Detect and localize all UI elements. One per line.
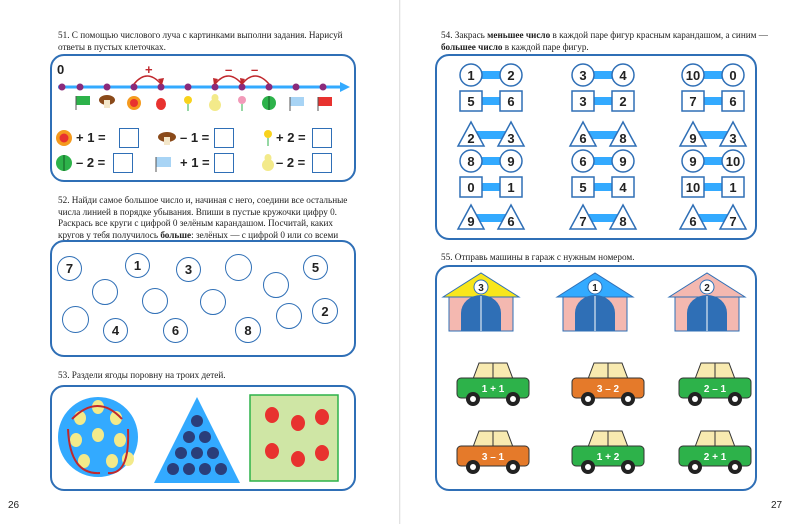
task-52-text: 52. Найди самое большое число и, начиная с него, соедини все остальные числа линией в порядке убывания. Впиши в пустые кружочки цифру 0. Раскрась все круги с цифрой 0 зелёным карандашом. Посчитай, каких кругов у тебя получилось больше: зелёных — с цифрой 0 или со всеми (58, 195, 348, 240)
equation-text: + 1 = (76, 130, 106, 145)
empty-circle[interactable] (92, 279, 118, 305)
equation-text: + 1 = (180, 155, 210, 170)
flower-pink-icon (238, 96, 246, 104)
car-icon[interactable] (679, 431, 751, 474)
number-pair[interactable] (460, 150, 522, 172)
pair-number: 2 (467, 131, 475, 146)
flower-yellow-icon (184, 96, 192, 104)
task-53-text: 53. Раздели ягоды поровну на троих детей. (58, 370, 226, 380)
pair-number: 7 (689, 94, 697, 109)
green-flag-icon (76, 96, 90, 105)
pair-number: 2 (619, 94, 627, 109)
garage-icon[interactable] (557, 273, 633, 331)
garage-number: 2 (704, 283, 710, 294)
empty-circle[interactable] (200, 289, 226, 315)
number-circle[interactable]: 6 (163, 318, 188, 343)
number-circle[interactable]: 4 (103, 318, 128, 343)
zero-label: 0 (57, 62, 65, 77)
minus-sign: – (251, 62, 259, 77)
pair-number: 9 (619, 154, 627, 169)
pair-number: 5 (467, 94, 475, 109)
car-expression: 3 – 1 (481, 452, 505, 463)
plums-triangle-icon (154, 397, 240, 483)
number-circle[interactable]: 2 (312, 298, 338, 324)
number-pair[interactable] (682, 177, 744, 197)
pair-number: 2 (507, 68, 515, 83)
pair-number: 6 (507, 94, 515, 109)
pair-number: 6 (729, 94, 737, 109)
red-flag-icon (318, 97, 332, 106)
answer-box[interactable] (312, 128, 332, 148)
pair-number: 4 (619, 180, 627, 195)
pair-number: 4 (619, 68, 627, 83)
empty-circle[interactable] (276, 303, 302, 329)
pair-number: 3 (579, 94, 587, 109)
pair-number: 6 (579, 154, 587, 169)
left-page (0, 0, 399, 524)
task-54-text: 54. Закрась меньшее число в каждой паре фигур красным карандашом, а синим — большее число в каждой паре фигур. (441, 30, 768, 52)
number-pair[interactable] (572, 150, 634, 172)
number-pair[interactable] (570, 122, 636, 146)
equation-text: – 2 = (276, 155, 306, 170)
car-expression: 2 + 1 (703, 452, 727, 463)
task-51-text: 51. С помощью числового луча с картинками выполни задания. Нарисуй ответы в пустых клеточках. (58, 30, 343, 52)
number-circle[interactable]: 1 (125, 253, 150, 278)
equation-text: – 2 = (76, 155, 106, 170)
task-55-text: 55. Отправь машины в гараж с нужным номером. (441, 252, 635, 262)
number-circle[interactable]: 5 (303, 255, 328, 280)
number-pair[interactable] (458, 122, 524, 146)
pair-number: 1 (467, 68, 475, 83)
empty-circle[interactable] (263, 272, 289, 298)
equation-text: – 1 = (180, 130, 210, 145)
pair-number: 1 (507, 180, 515, 195)
car-expression: 1 + 1 (481, 384, 505, 395)
pair-number: 10 (725, 154, 741, 169)
answer-box[interactable] (113, 153, 133, 173)
garage-icon[interactable] (669, 273, 745, 331)
raspberry-icon (156, 98, 166, 110)
garage-number: 1 (592, 283, 598, 294)
car-expression: 2 – 1 (703, 384, 727, 395)
pair-number: 6 (507, 214, 515, 229)
pair-number: 3 (507, 131, 515, 146)
minus-sign: – (225, 62, 233, 77)
empty-circle[interactable] (62, 306, 89, 333)
number-pair[interactable] (460, 177, 522, 197)
number-pair[interactable] (680, 205, 746, 229)
pair-number: 10 (685, 180, 701, 195)
number-pair[interactable] (570, 205, 636, 229)
blue-flag-icon (290, 97, 304, 106)
number-pair[interactable] (460, 91, 522, 111)
number-pair[interactable] (458, 205, 524, 229)
car-icon[interactable] (572, 363, 644, 406)
answer-box[interactable] (312, 153, 332, 173)
garages-and-cars (435, 265, 757, 491)
number-pair[interactable] (572, 91, 634, 111)
number-circle[interactable]: 3 (176, 257, 201, 282)
pair-number: 8 (467, 154, 475, 169)
equation-text: + 2 = (276, 130, 306, 145)
number-pair[interactable] (682, 91, 744, 111)
car-expression: 3 – 2 (596, 384, 620, 395)
number-circle[interactable]: 7 (57, 256, 82, 281)
empty-circle[interactable] (142, 288, 168, 314)
number-circle[interactable]: 8 (235, 317, 261, 343)
pair-number: 9 (467, 214, 475, 229)
number-pair[interactable] (572, 64, 634, 86)
pair-number: 8 (619, 131, 627, 146)
berries-illustration (50, 385, 356, 491)
pair-number: 5 (579, 180, 587, 195)
raspberries-square-icon (250, 395, 338, 481)
car-icon[interactable] (572, 431, 644, 474)
pair-number: 3 (579, 68, 587, 83)
pair-number: 0 (467, 180, 475, 195)
pair-number: 0 (729, 68, 737, 83)
pair-number: 6 (579, 131, 587, 146)
empty-circle[interactable] (225, 254, 252, 281)
pair-number: 1 (729, 180, 737, 195)
pair-number: 3 (729, 131, 737, 146)
plus-sign: + (145, 62, 153, 77)
pair-number: 9 (689, 154, 697, 169)
pair-number: 10 (685, 68, 701, 83)
garage-number: 3 (478, 283, 484, 294)
right-page (401, 0, 800, 524)
garage-icon[interactable] (443, 273, 519, 331)
tick-0 (59, 84, 66, 91)
car-icon[interactable] (457, 431, 529, 474)
answer-box[interactable] (214, 128, 234, 148)
answer-box[interactable] (119, 128, 139, 148)
pair-number: 9 (507, 154, 515, 169)
number-pair[interactable] (460, 64, 522, 86)
pair-number: 8 (619, 214, 627, 229)
page-number: 26 (8, 500, 20, 511)
car-icon[interactable] (457, 363, 529, 406)
pair-number: 9 (689, 131, 697, 146)
number-pair[interactable] (572, 177, 634, 197)
pair-number: 7 (579, 214, 587, 229)
eq-flower-icon (264, 130, 272, 138)
car-expression: 1 + 2 (596, 452, 620, 463)
page-number: 27 (771, 500, 783, 511)
number-pairs (435, 54, 757, 240)
eq-flag-icon (156, 157, 171, 167)
car-icon[interactable] (679, 363, 751, 406)
pair-number: 6 (689, 214, 697, 229)
answer-box[interactable] (214, 153, 234, 173)
number-pair[interactable] (682, 64, 744, 86)
number-pair[interactable] (682, 150, 744, 172)
pair-number: 7 (729, 214, 737, 229)
number-pair[interactable] (680, 122, 746, 146)
